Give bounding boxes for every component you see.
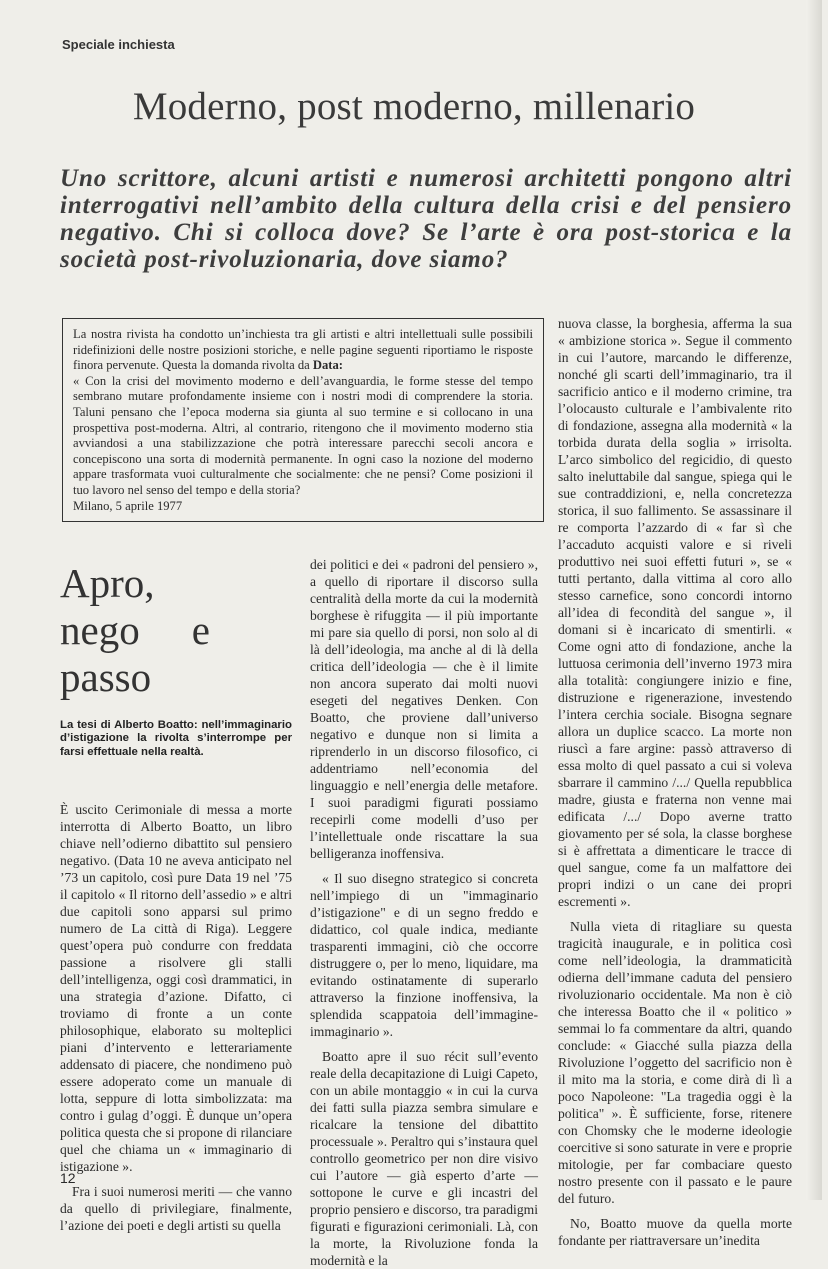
article-paragraph: No, Boatto muove da quella morte fondante per riattraversare un’inedita	[558, 1216, 792, 1248]
survey-question-box	[62, 318, 544, 522]
survey-intro-text: La nostra rivista ha condotto un’inchiesta tra gli artisti e altri intellettuali sulle possibili ridefinizioni delle nostre posizioni storiche, e nelle pagine seguenti riportiamo le risposte finora pervenute. Questa la domanda rivolta da	[73, 327, 533, 373]
subtitle: Uno scrittore, alcuni artisti e numerosi architetti pongono altri interrogativi nell’ambito della cultura della crisi e del pensiero negativo. Chi si colloca dove? Se l’arte è ora post-storica e la società post-rivoluzionaria, dove siamo?	[60, 165, 792, 273]
article-paragraph: nuova classe, la borghesia, afferma la sua « ambizione storica ». Segue il commento in cui l’autore, marcando le differenze, nonché gli scarti dell’immaginario, tra il sacrificio antico e il moderno crimine, tra l’olocausto culturale e l’ambivalente rito di fondazione, assegna alla modernità « la torbida durata della soglia » irrisolta. L’arco simbolico del regicidio, di questo salto ineluttabile dal sangue, spiega qui le sue contraddizioni, e, nella concretezza storica, il suo fallimento. Se assassinare il re comporta l’azzardo di « far sì che l’accaduto acquisti valore e si riveli produttivo nei suoi effetti futuri », se « tutti pertanto, dalla vittima al coro allo stesso carnefice, sono concordi intorno all’idea di fecondità del sangue », il domani si è incaricato di smentirli. « Come ogni atto di fondazione, anche la luttuosa cerimonia dell’inverno 1973 mira alla totalità: congiungere inizio e fine, distruzione e rigenerazione, investendo l’intera cerchia sociale. Bisogna segnare allora un duplice scacco. La morte non riuscì a fare argine: passò attraverso di essa molto di quel passato a cui si voleva sbarrare il cammino /.../ Quella repubblica madre, giusta e fraterna non venne mai edificata /.../ Dopo averne tratto giovamento per sé sola, la classe borghese si è affrettata a dimenticare le tracce di quel sangue, come fa un malfattore dei propri indizi o un cane dei propri escrementi ».	[558, 316, 792, 909]
article-paragraph: Fra i suoi numerosi meriti — che vanno da quello di privilegiare, finalmente, l’azione dei poeti e degli artisti su quella	[60, 1184, 292, 1234]
page-number: 12	[60, 1170, 76, 1186]
survey-place-date: Milano, 5 aprile 1977	[73, 498, 183, 513]
article-column-2	[310, 556, 538, 1269]
article-deck: La tesi di Alberto Boatto: nell’immaginario d’istigazione la rivolta s’interrompe per farsi effettuale nella realtà.	[60, 719, 292, 758]
article-paragraph: Nulla vieta di ritagliare su questa tragicità inaugurale, e in politica così come nell’ideologia, la drammaticità odierna dell’immane caduta del pensiero rivoluzionario occidentale. Ma non è ciò che interessa Boatto che il « politico » semmai lo fa commentare da altri, quando conclude: « Giacché sulla piazza della Rivoluzione l’oggetto del sacrificio non è il mito ma la storia, e come dirà di lì a poco Napoleone: "La tragedia oggi è la politica" ». È sufficiente, forse, ritenere con Chomsky che le moderne ideologie coercitive si sono saturate in vere e proprie mitologie, per far combaciare questo nostro presente con il passato e le paure del futuro.	[558, 919, 792, 1206]
article-column-3	[558, 315, 792, 1249]
article-column-1	[60, 560, 292, 1234]
section-label: Speciale inchiesta	[62, 37, 175, 52]
page-edge-shadow	[806, 0, 822, 1200]
survey-question: « Con la crisi del movimento moderno e dell’avanguardia, le forme stesse del tempo sembrano mutare profondamente insieme con i nostri modi di comprendere la storia. Taluni pensano che l’epoca moderna sia giunta al suo termine e si collocano in una prospettiva post-moderna. Altri, al contrario, ritengono che il movimento moderno stia avviandosi a una stabilizzazione che potrà interessare parecchi secoli ancora e concepiscono una sorta di modernità permanente. In ogni caso la nozione del moderno appare trasformata vuoi culturalmente che socialmente: che ne pensi? Come posizioni il tuo lavoro nel senso del tempo e della storia?	[73, 373, 533, 497]
article-paragraph: dei politici e dei « padroni del pensiero », a quello di riportare il discorso sulla centralità della morte da cui la modernità borghese è rifuggita — il più importante mi pare sia quello di porsi, non solo al di là dell’ideologia, ma anche al di là della critica dell’ideologia — che è il limite non ancora superato dai molti nuovi esegeti del negatives Denken. Con Boatto, che proviene dall’universo negativo e dunque non si limita a riprenderlo in un discorso filosofico, ci addentriamo nell’economia del linguaggio e nell’energia delle metafore. I suoi paradigmi figurati possiamo recepirli come modelli d’uso per l’intellettuale onde riscattare la sua belligeranza inoffensiva.	[310, 557, 538, 861]
magazine-name: Data:	[312, 358, 343, 373]
article-paragraph: Boatto apre il suo récit sull’evento reale della decapitazione di Luigi Capeto, con un abile montaggio « in cui la curva dei fatti sulla piazza sembra simulare e ricalcare la tensione del dibattito processuale ». Peraltro qui s’instaura quel controllo geometrico per non dire visivo cui l’autore — già esperto d’arte — sottopone le curve e gli incastri del proprio pensiero e discorso, tra paradigmi figurati e figurazioni cerimoniali. Là, con la morte, la Rivoluzione fonda la modernità e la	[310, 1049, 538, 1268]
article-paragraph: « Il suo disegno strategico si concreta nell’impiego di un "immaginario d’istigazione" e di un segno freddo e didattico, col quale indica, mediante trasparenti immagini, ciò che occorre distruggere o, per lo meno, liquidare, ma evitando ostinatamente di superarlo attraverso la finzione inoffensiva, la splendida scappatoia dell’immagine-immaginario ».	[310, 871, 538, 1039]
article-headline: Apro, nego e passo	[60, 560, 210, 700]
survey-intro	[73, 327, 533, 374]
page-title: Moderno, post moderno, millenario	[132, 85, 696, 128]
article-paragraph: È uscito Cerimoniale di messa a morte interrotta di Alberto Boatto, un libro chiave nell’odierno dibattito sul pensiero negativo. (Data 10 ne aveva anticipato nel ’73 un capitolo, così pure Data 19 nel ’75 il capitolo « Il ritorno dell’assedio » e altri due capitoli sono apparsi sul primo numero de La città di Riga). Leggere quest’opera può condurre con freddata passione a risolvere gli stalli dell’intelligenza, oggi così drammatici, in una strategia d’azione. Difatto, ci troviamo di fronte a un conte philosophique, elaborato su molteplici piani d’intervento e letterariamente addensato di piacere, che nondimeno può essere adoperato come un manuale di lotta, seppure di lotta simbolizzata: ma contro i gulag d’oggi. È dunque un’opera politica questa che si propone di rilanciare quel che chiama un « immaginario di istigazione ».	[60, 802, 292, 1175]
